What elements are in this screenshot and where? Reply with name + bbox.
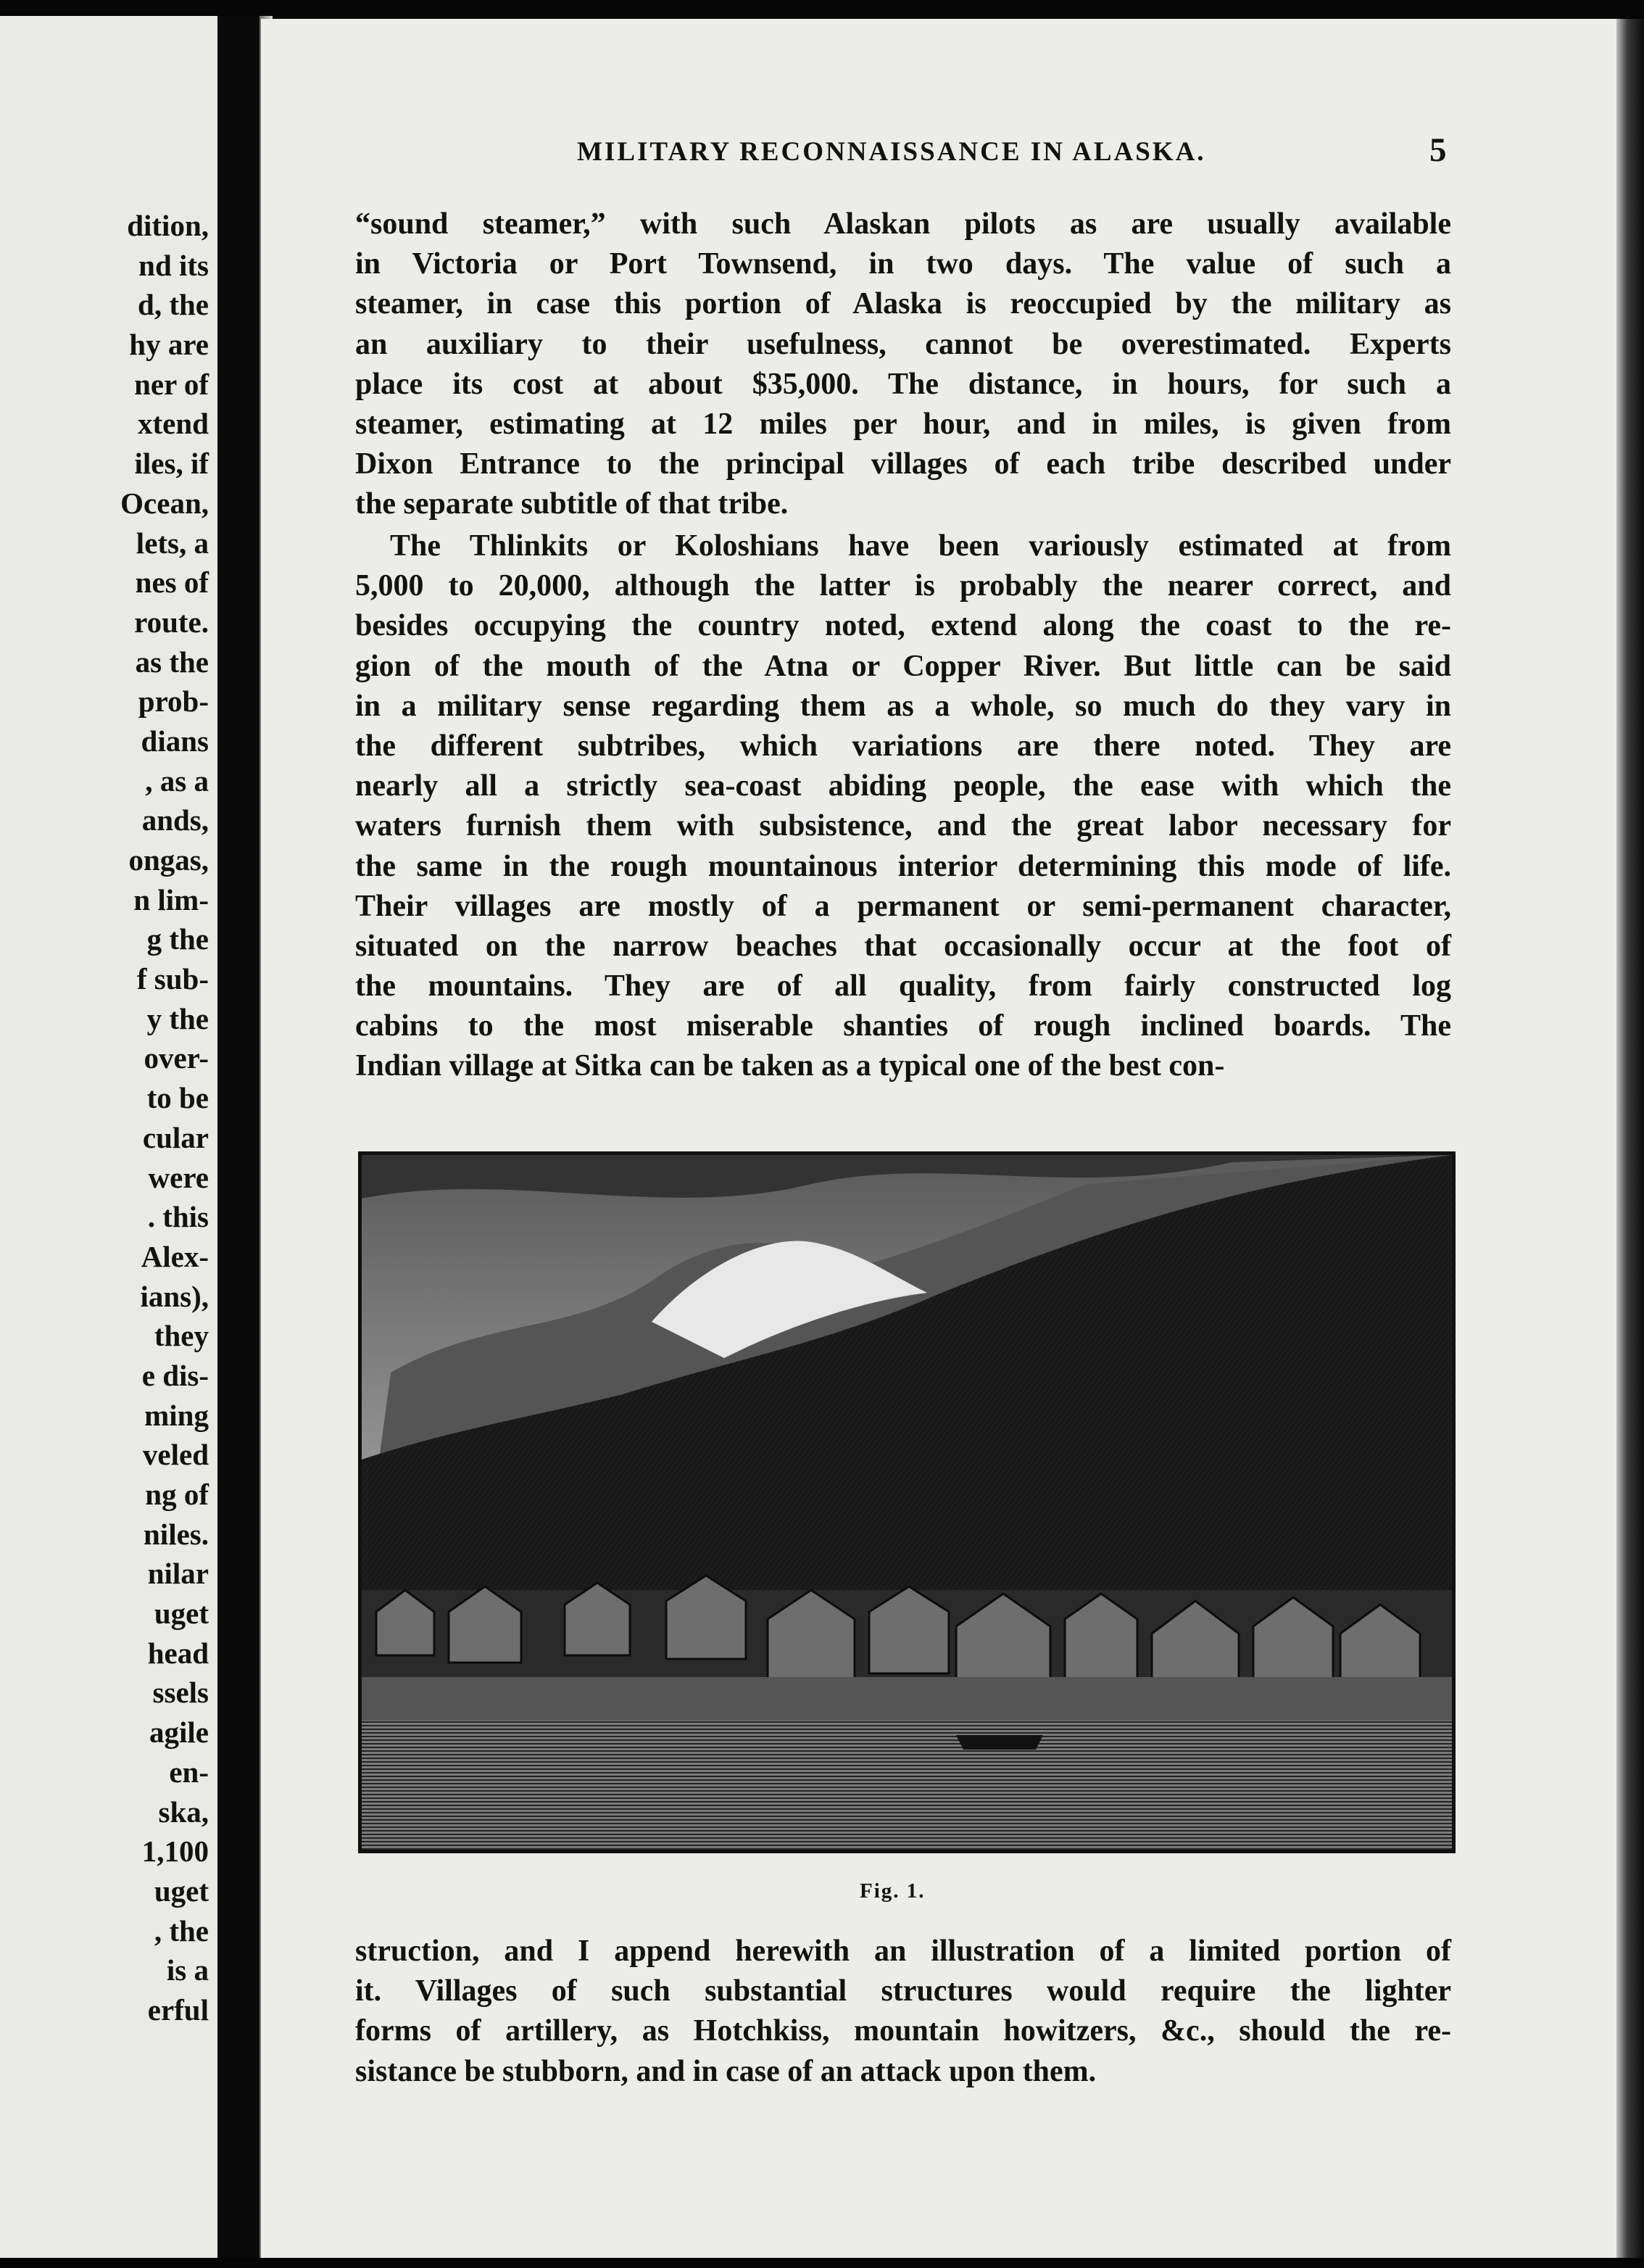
text-line: it. Villages of such substantial structures would require the lighter [355, 1974, 1451, 2008]
previous-page-line: is a [166, 1953, 209, 1987]
page-right-edge [1616, 19, 1644, 2258]
previous-page-line: 1,100 [141, 1834, 209, 1868]
previous-page-line: y the [146, 1001, 209, 1035]
text-line: an auxiliary to their usefulness, cannot be overestimated. Experts [355, 327, 1451, 361]
previous-page-line: ner of [134, 367, 209, 401]
previous-page-line: dians [141, 724, 209, 758]
previous-page-line: veled [142, 1438, 209, 1472]
previous-page-line: ssels [152, 1676, 209, 1710]
text-line: the different subtribes, which variations are there noted. They are [355, 729, 1451, 763]
text-line: Dixon Entrance to the principal villages of each tribe described under [355, 447, 1451, 481]
text-line: in Victoria or Port Townsend, in two days. The value of such a [355, 247, 1451, 281]
previous-page-line: , as a [145, 763, 209, 798]
previous-page-line: xtend [138, 407, 209, 441]
previous-page-line: agile [149, 1716, 209, 1750]
previous-page-line: n lim- [133, 882, 209, 916]
text-line: situated on the narrow beaches that occasionally occur at the foot of [355, 929, 1451, 963]
previous-page-line: were [148, 1160, 209, 1194]
text-line: the same in the rough mountainous interior determining this mode of life. [355, 849, 1451, 883]
previous-page-line: nes of [135, 566, 209, 600]
text-line: place its cost at about $35,000. The distance, in hours, for such a [355, 367, 1451, 401]
previous-page-line: ming [144, 1398, 209, 1432]
previous-page-line: uget [154, 1874, 209, 1908]
previous-page-line: erful [147, 1992, 209, 2027]
previous-page-line: iles, if [134, 447, 209, 481]
previous-page-line: f sub- [136, 962, 209, 996]
paragraph-artillery [355, 1932, 1451, 2092]
scan-bottom-border [0, 2258, 1644, 2268]
paragraph-thlinkits [355, 526, 1451, 1087]
previous-page-line: hy are [129, 328, 209, 362]
page-number: 5 [1429, 131, 1447, 169]
previous-page-line: dition, [127, 209, 209, 242]
text-line: steamer, in case this portion of Alaska is reoccupied by the military as [355, 287, 1451, 321]
previous-page-line: lets, a [136, 526, 209, 560]
text-line: “sound steamer,” with such Alaskan pilots as are usually available [355, 207, 1451, 241]
previous-page-line: Alex- [141, 1239, 209, 1273]
previous-page-line: niles. [144, 1517, 209, 1551]
previous-page-line: Ocean, [120, 486, 209, 520]
text-line: gion of the mouth of the Atna or Copper River. But little can be said [355, 649, 1451, 683]
previous-page-line: ska, [158, 1795, 209, 1829]
previous-page-line: e dis- [141, 1358, 209, 1392]
text-line: 5,000 to 20,000, although the latter is probably the nearer correct, and [355, 569, 1451, 603]
text-line: Indian village at Sitka can be taken as a typical one of the best con- [355, 1049, 1225, 1083]
previous-page-line: d, the [138, 288, 209, 322]
previous-page-line: en- [169, 1755, 209, 1789]
sitka-village-illustration [358, 1151, 1456, 1853]
previous-page-fragment [0, 16, 217, 2258]
text-line: sistance be stubborn, and in case of an attack upon them. [355, 2054, 1097, 2088]
text-line: in a military sense regarding them as a whole, so much do they vary in [355, 689, 1451, 723]
text-line: The Thlinkits or Koloshians have been variously estimated at from [390, 529, 1451, 563]
paragraph-continued [355, 204, 1451, 525]
text-line: Their villages are mostly of a permanent or semi-permanent character, [355, 889, 1451, 923]
text-line: the separate subtitle of that tribe. [355, 487, 789, 521]
previous-page-line: uget [154, 1597, 209, 1631]
previous-page-line: ng of [145, 1478, 209, 1511]
text-line: nearly all a strictly sea-coast abiding people, the ease with which the [355, 769, 1451, 803]
previous-page-line: route. [134, 605, 209, 639]
previous-page-line: nilar [147, 1557, 209, 1591]
previous-page-line: as the [135, 645, 209, 679]
previous-page-line: nd its [138, 248, 209, 282]
previous-page-line: prob- [138, 684, 209, 719]
text-line: cabins to the most miserable shanties of rough inclined boards. The [355, 1009, 1451, 1043]
previous-page-line: ians), [140, 1279, 209, 1313]
previous-page-line: . this [147, 1200, 209, 1234]
text-line: forms of artillery, as Hotchkiss, mountain howitzers, &c., should the re- [355, 2014, 1451, 2048]
previous-page-line: they [154, 1319, 209, 1353]
text-line: besides occupying the country noted, extend along the coast to the re- [355, 609, 1451, 643]
text-line: the mountains. They are of all quality, from fairly constructed log [355, 969, 1451, 1003]
previous-page-line: ands, [141, 803, 209, 837]
previous-page-line: cular [142, 1120, 209, 1154]
previous-page-line: to be [146, 1081, 209, 1115]
previous-page-line: , the [154, 1913, 209, 1948]
text-line: struction, and I append herewith an illustration of a limited portion of [355, 1934, 1451, 1968]
previous-page-line: g the [146, 922, 209, 956]
running-head: MILITARY RECONNAISSANCE IN ALASKA. [577, 137, 1206, 167]
text-line: waters furnish them with subsistence, and the great labor necessary for [355, 809, 1451, 843]
previous-page-text [0, 206, 209, 2030]
text-line: steamer, estimating at 12 miles per hour, and in miles, is given from [355, 407, 1451, 441]
figure-caption: Fig. 1. [860, 1879, 926, 1903]
previous-page-line: over- [144, 1041, 209, 1075]
book-gutter [217, 16, 260, 2258]
previous-page-line: ongas, [128, 843, 209, 877]
previous-page-line: head [147, 1636, 209, 1670]
